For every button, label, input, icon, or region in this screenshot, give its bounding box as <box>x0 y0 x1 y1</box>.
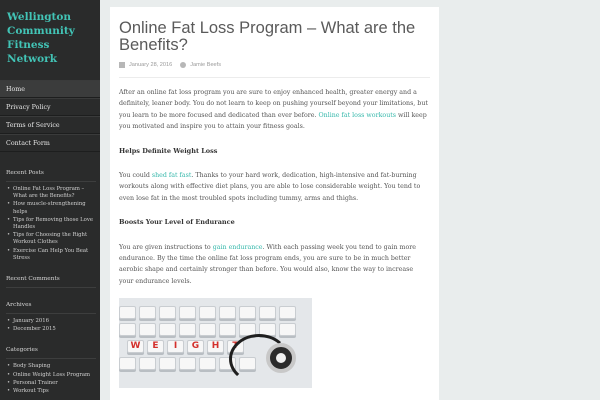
link-online-fat-loss-workouts[interactable]: Online fat loss workouts <box>318 111 397 119</box>
post-content <box>110 7 439 400</box>
recent-post-item[interactable]: • Exercise Can Help You Beat Stress <box>6 248 96 262</box>
category-item[interactable]: • Body Shaping <box>6 363 96 370</box>
archives-widget <box>0 302 100 333</box>
recent-comments-title: Recent Comments <box>6 276 96 288</box>
category-item[interactable]: • Personal Trainer <box>6 380 96 387</box>
recent-post-item[interactable]: • Tips for Choosing the Right Workout Clothes <box>6 232 96 246</box>
recent-post-item[interactable]: • How muscle-strengthening helps <box>6 201 96 215</box>
sidebar <box>0 0 100 400</box>
keyboard-weight-image <box>119 298 312 388</box>
image-letter: W <box>127 340 144 353</box>
main-menu <box>0 80 100 152</box>
paragraph: You could shed fat fast. Thanks to your hard work, dedication, high-intensive and fat-burning workouts along with effective diet plans, you are able to lose considerable weight. You tend to even lose fat in the most troubled spots including tummy, arms and thighs. <box>119 172 421 202</box>
section-heading: Boosts Your Level of Endurance <box>119 218 235 227</box>
post-title[interactable]: Online Fat Loss Program – What are the Benefits? <box>119 19 416 54</box>
recent-posts-widget <box>0 170 100 262</box>
image-letter: G <box>187 340 204 353</box>
user-icon <box>180 62 186 68</box>
menu-item-terms-of-service[interactable]: Terms of Service <box>0 116 100 134</box>
menu-item-home[interactable]: Home <box>0 80 100 98</box>
section-heading: Helps Definite Weight Loss <box>119 146 218 155</box>
post-date[interactable]: January 28, 2016 <box>129 62 173 68</box>
recent-comments-widget <box>0 276 100 288</box>
archives-title: Archives <box>6 302 96 314</box>
paragraph: You are given instructions to gain endurance. With each passing week you tend to gain more endurance. By the time the online fat loss program ends, you are sure to be in much better aerobic shape and certainly stronger than before. You would also, know the way to increase your endurance levels. <box>119 243 416 285</box>
category-item[interactable]: • Workout Tips <box>6 388 96 395</box>
archive-item[interactable]: • December 2015 <box>6 326 96 333</box>
link-shed-fat-fast[interactable]: shed fat fast <box>151 172 192 180</box>
link-gain-endurance[interactable]: gain endurance <box>212 243 263 251</box>
image-letter: T <box>227 340 244 353</box>
category-item[interactable]: • Online Weight Loss Program <box>6 372 96 379</box>
post-meta <box>110 54 439 68</box>
menu-item-contact-form[interactable]: Contact Form <box>0 134 100 152</box>
image-letter: E <box>147 340 164 353</box>
menu-item-privacy-policy[interactable]: Privacy Policy <box>0 98 100 116</box>
paragraph: After an online fat loss program you are sure to enjoy enhanced health, greater energy and a definitely, leaner body. You do not learn to keep on pushing yourself beyond your limitations, but you learn to be more focused and dedicated than ever before. Online fat loss workouts will keep you motivated and inspire you to attain your fitness goals. <box>119 89 428 131</box>
categories-widget <box>0 347 100 395</box>
archive-item[interactable]: • January 2016 <box>6 318 96 325</box>
post-body <box>110 78 439 388</box>
image-letter: H <box>207 340 224 353</box>
image-letter: I <box>167 340 184 353</box>
site-title[interactable]: Wellington Community Fitness Network <box>7 11 75 65</box>
post-author[interactable]: Jamie Beefs <box>190 62 222 68</box>
recent-posts-title: Recent Posts <box>6 170 96 182</box>
calendar-icon <box>119 62 125 68</box>
recent-post-item[interactable]: • Tips for Removing those Love Handles <box>6 217 96 231</box>
categories-title: Categories <box>6 347 96 359</box>
recent-post-item[interactable]: • Online Fat Loss Program – What are the Benefits? <box>6 186 96 200</box>
